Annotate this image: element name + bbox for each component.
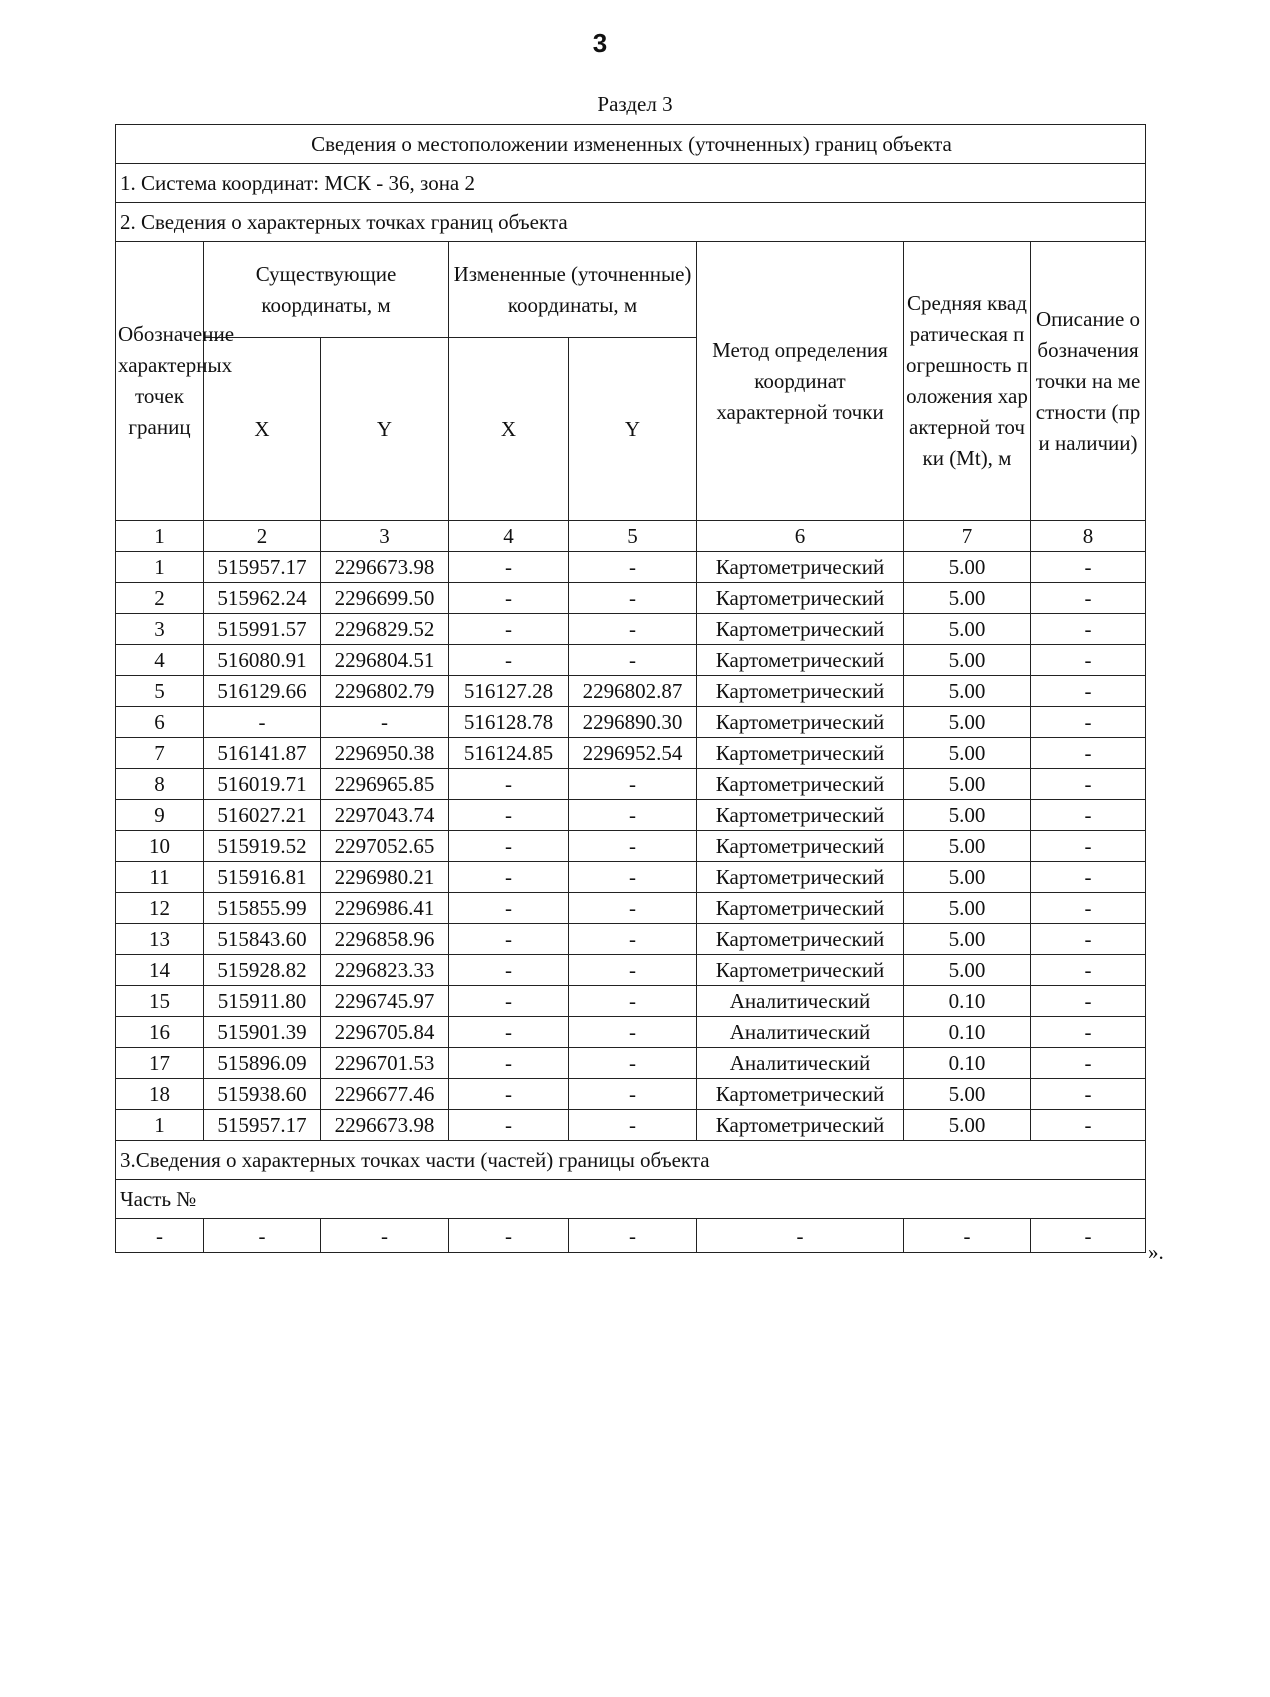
table-cell: -: [1031, 583, 1146, 614]
table-cell: 2296701.53: [321, 1048, 449, 1079]
table-cell: -: [569, 1110, 697, 1141]
table-cell: 2296952.54: [569, 738, 697, 769]
table-cell: 7: [116, 738, 204, 769]
table-cell: Картометрический: [697, 552, 904, 583]
table-cell: -: [569, 893, 697, 924]
table-cell: -: [449, 1219, 569, 1253]
table-row: [116, 986, 1146, 1017]
page-number: 3: [592, 28, 608, 58]
table-cell: Картометрический: [697, 676, 904, 707]
table-cell: Аналитический: [697, 1048, 904, 1079]
table-cell: 515843.60: [204, 924, 321, 955]
table-cell: -: [1031, 676, 1146, 707]
table-cell: -: [449, 614, 569, 645]
table-cell: 5.00: [904, 583, 1031, 614]
table-cell: -: [569, 800, 697, 831]
table-cell: 2296745.97: [321, 986, 449, 1017]
table-cell: 515938.60: [204, 1079, 321, 1110]
table-cell: Картометрический: [697, 583, 904, 614]
table-cell: 12: [116, 893, 204, 924]
header-changed-y: Y: [569, 338, 697, 521]
table-cell: -: [449, 583, 569, 614]
table-cell: -: [569, 1017, 697, 1048]
table-cell: -: [1031, 955, 1146, 986]
column-number: 1: [116, 521, 204, 552]
table-cell: 2296986.41: [321, 893, 449, 924]
section-title: Раздел 3: [597, 92, 673, 116]
table-cell: -: [697, 1219, 904, 1253]
header-existing-y: Y: [321, 338, 449, 521]
table-cell: 1: [116, 552, 204, 583]
table-cell: -: [321, 1219, 449, 1253]
table-cell: 515911.80: [204, 986, 321, 1017]
table-cell: -: [449, 1110, 569, 1141]
table-cell: 515957.17: [204, 552, 321, 583]
table-cell: 5.00: [904, 552, 1031, 583]
table-cell: Картометрический: [697, 645, 904, 676]
table-row: [116, 800, 1146, 831]
table-cell: -: [449, 552, 569, 583]
table-cell: -: [569, 1219, 697, 1253]
table-cell: -: [1031, 552, 1146, 583]
table-cell: 2296890.30: [569, 707, 697, 738]
table-cell: 515896.09: [204, 1048, 321, 1079]
table-cell: 5.00: [904, 831, 1031, 862]
column-number: 2: [204, 521, 321, 552]
table-cell: -: [1031, 614, 1146, 645]
table-cell: -: [449, 924, 569, 955]
table-cell: 5.00: [904, 676, 1031, 707]
table-cell: -: [569, 645, 697, 676]
table-cell: 0.10: [904, 1017, 1031, 1048]
table-row: [116, 893, 1146, 924]
table-cell: Аналитический: [697, 986, 904, 1017]
table-row: [116, 614, 1146, 645]
table-cell: Картометрический: [697, 800, 904, 831]
table-cell: 515957.17: [204, 1110, 321, 1141]
table-cell: -: [569, 831, 697, 862]
table-cell: -: [1031, 645, 1146, 676]
table-cell: -: [569, 986, 697, 1017]
table-cell: -: [449, 862, 569, 893]
column-number: 3: [321, 521, 449, 552]
table-cell: -: [449, 831, 569, 862]
table-cell: -: [1031, 707, 1146, 738]
table-cell: -: [569, 614, 697, 645]
table-cell: 16: [116, 1017, 204, 1048]
table-cell: 2296699.50: [321, 583, 449, 614]
table-cell: 515928.82: [204, 955, 321, 986]
table-cell: Картометрический: [697, 738, 904, 769]
table-cell: -: [204, 1219, 321, 1253]
points-heading: 2. Сведения о характерных точках границ объекта: [116, 203, 1146, 242]
closing-mark: ».: [1148, 1240, 1164, 1264]
table-cell: -: [569, 1048, 697, 1079]
table-cell: -: [569, 955, 697, 986]
table-cell: Картометрический: [697, 831, 904, 862]
table-cell: -: [1031, 831, 1146, 862]
table-cell: -: [1031, 924, 1146, 955]
table-cell: -: [449, 800, 569, 831]
table-cell: -: [116, 1219, 204, 1253]
points-data-body: [116, 552, 1146, 1141]
table-cell: 5.00: [904, 955, 1031, 986]
table-cell: 5.00: [904, 707, 1031, 738]
table-cell: 515855.99: [204, 893, 321, 924]
table-cell: 2296802.87: [569, 676, 697, 707]
table-cell: -: [904, 1219, 1031, 1253]
table-cell: -: [1031, 986, 1146, 1017]
table-row: [116, 707, 1146, 738]
column-number: 8: [1031, 521, 1146, 552]
table-cell: Картометрический: [697, 769, 904, 800]
table-cell: 5.00: [904, 614, 1031, 645]
table-cell: -: [1031, 862, 1146, 893]
table-cell: -: [1031, 1110, 1146, 1141]
parts-heading: 3.Сведения о характерных точках части (частей) границы объекта: [116, 1141, 1146, 1180]
table-cell: 10: [116, 831, 204, 862]
table-cell: Картометрический: [697, 614, 904, 645]
header-changed: Измененные (уточненные) координаты, м: [449, 242, 697, 338]
table-cell: 2296673.98: [321, 1110, 449, 1141]
table-row: [116, 1079, 1146, 1110]
table-row: [116, 676, 1146, 707]
parts-row: [116, 1219, 1146, 1253]
table-cell: 14: [116, 955, 204, 986]
table-row: [116, 645, 1146, 676]
table-cell: 5.00: [904, 862, 1031, 893]
table-cell: 516129.66: [204, 676, 321, 707]
part-label: Часть №: [116, 1180, 1146, 1219]
table-cell: Картометрический: [697, 1110, 904, 1141]
table-cell: 516128.78: [449, 707, 569, 738]
table-cell: 5.00: [904, 893, 1031, 924]
table-cell: 2297043.74: [321, 800, 449, 831]
table-cell: Картометрический: [697, 707, 904, 738]
table-cell: -: [569, 583, 697, 614]
table-cell: Картометрический: [697, 862, 904, 893]
table-row: [116, 831, 1146, 862]
table-cell: 516124.85: [449, 738, 569, 769]
table-cell: -: [1031, 1219, 1146, 1253]
table-cell: 2296802.79: [321, 676, 449, 707]
table-cell: 515919.52: [204, 831, 321, 862]
table-cell: -: [569, 862, 697, 893]
table-cell: 516141.87: [204, 738, 321, 769]
table-cell: -: [1031, 893, 1146, 924]
table-cell: 515962.24: [204, 583, 321, 614]
table-cell: 2296673.98: [321, 552, 449, 583]
table-cell: 5.00: [904, 1079, 1031, 1110]
table-cell: 11: [116, 862, 204, 893]
table-row: [116, 552, 1146, 583]
table-cell: 5: [116, 676, 204, 707]
table-cell: -: [1031, 1017, 1146, 1048]
table-cell: 6: [116, 707, 204, 738]
table-row: [116, 1017, 1146, 1048]
table-cell: -: [569, 552, 697, 583]
column-number: 6: [697, 521, 904, 552]
header-method: Метод определения координат характерной точки: [697, 242, 904, 521]
table-cell: 5.00: [904, 924, 1031, 955]
table-cell: 515901.39: [204, 1017, 321, 1048]
column-number: 4: [449, 521, 569, 552]
table-cell: 2296705.84: [321, 1017, 449, 1048]
table-cell: -: [449, 769, 569, 800]
table-cell: Аналитический: [697, 1017, 904, 1048]
header-changed-x: X: [449, 338, 569, 521]
table-cell: -: [449, 645, 569, 676]
table-cell: 5.00: [904, 769, 1031, 800]
table-cell: 2296858.96: [321, 924, 449, 955]
table-cell: 8: [116, 769, 204, 800]
table-row: [116, 1048, 1146, 1079]
table-cell: 2296950.38: [321, 738, 449, 769]
table-cell: 2296965.85: [321, 769, 449, 800]
table-cell: -: [1031, 738, 1146, 769]
table-row: [116, 955, 1146, 986]
header-error: Средняя квадратическая погрешность положения характерной точки (Mt), м: [904, 242, 1031, 521]
table-cell: 2296980.21: [321, 862, 449, 893]
table-cell: -: [1031, 1048, 1146, 1079]
table-cell: 2296829.52: [321, 614, 449, 645]
table-cell: -: [449, 986, 569, 1017]
table-cell: 2296804.51: [321, 645, 449, 676]
boundary-points-table: [115, 124, 1146, 1253]
header-existing-x: X: [204, 338, 321, 521]
table-cell: 5.00: [904, 738, 1031, 769]
table-cell: 13: [116, 924, 204, 955]
table-row: [116, 769, 1146, 800]
table-cell: 5.00: [904, 645, 1031, 676]
coord-system: 1. Система координат: МСК - 36, зона 2: [116, 164, 1146, 203]
table-cell: Картометрический: [697, 955, 904, 986]
column-number: 7: [904, 521, 1031, 552]
table-cell: 3: [116, 614, 204, 645]
table-cell: -: [1031, 800, 1146, 831]
table-cell: 5.00: [904, 1110, 1031, 1141]
table-row: [116, 738, 1146, 769]
table-cell: 1: [116, 1110, 204, 1141]
table-cell: 15: [116, 986, 204, 1017]
table-cell: -: [449, 1048, 569, 1079]
table-cell: -: [321, 707, 449, 738]
table-cell: -: [449, 1017, 569, 1048]
table-cell: 4: [116, 645, 204, 676]
table-cell: 18: [116, 1079, 204, 1110]
table-cell: -: [449, 893, 569, 924]
table-cell: Картометрический: [697, 924, 904, 955]
table-cell: -: [449, 1079, 569, 1110]
table-cell: -: [1031, 769, 1146, 800]
table-cell: 0.10: [904, 986, 1031, 1017]
table-cell: 516019.71: [204, 769, 321, 800]
header-designation: Обозначение характерных точек границ: [116, 242, 204, 521]
table-row: [116, 924, 1146, 955]
table-cell: 516027.21: [204, 800, 321, 831]
table-row: [116, 1110, 1146, 1141]
table-cell: 516127.28: [449, 676, 569, 707]
table-cell: 17: [116, 1048, 204, 1079]
table-row: [116, 862, 1146, 893]
table-cell: -: [204, 707, 321, 738]
header-description: Описание обозначения точки на местности (при наличии): [1031, 242, 1146, 521]
table-cell: -: [569, 769, 697, 800]
table-cell: -: [1031, 1079, 1146, 1110]
table-cell: 515991.57: [204, 614, 321, 645]
table-cell: 2: [116, 583, 204, 614]
table-cell: -: [569, 924, 697, 955]
table-cell: 2296677.46: [321, 1079, 449, 1110]
table-cell: 0.10: [904, 1048, 1031, 1079]
table-cell: 515916.81: [204, 862, 321, 893]
table-cell: 2297052.65: [321, 831, 449, 862]
table-cell: -: [569, 1079, 697, 1110]
table-cell: -: [449, 955, 569, 986]
table-title: Сведения о местоположении измененных (уточненных) границ объекта: [116, 125, 1146, 164]
column-number: 5: [569, 521, 697, 552]
column-numbers-row: [116, 521, 1146, 552]
table-row: [116, 583, 1146, 614]
table-cell: 9: [116, 800, 204, 831]
header-existing: Существующие координаты, м: [204, 242, 449, 338]
table-cell: 2296823.33: [321, 955, 449, 986]
table-cell: Картометрический: [697, 1079, 904, 1110]
table-cell: 5.00: [904, 800, 1031, 831]
table-cell: 516080.91: [204, 645, 321, 676]
table-cell: Картометрический: [697, 893, 904, 924]
